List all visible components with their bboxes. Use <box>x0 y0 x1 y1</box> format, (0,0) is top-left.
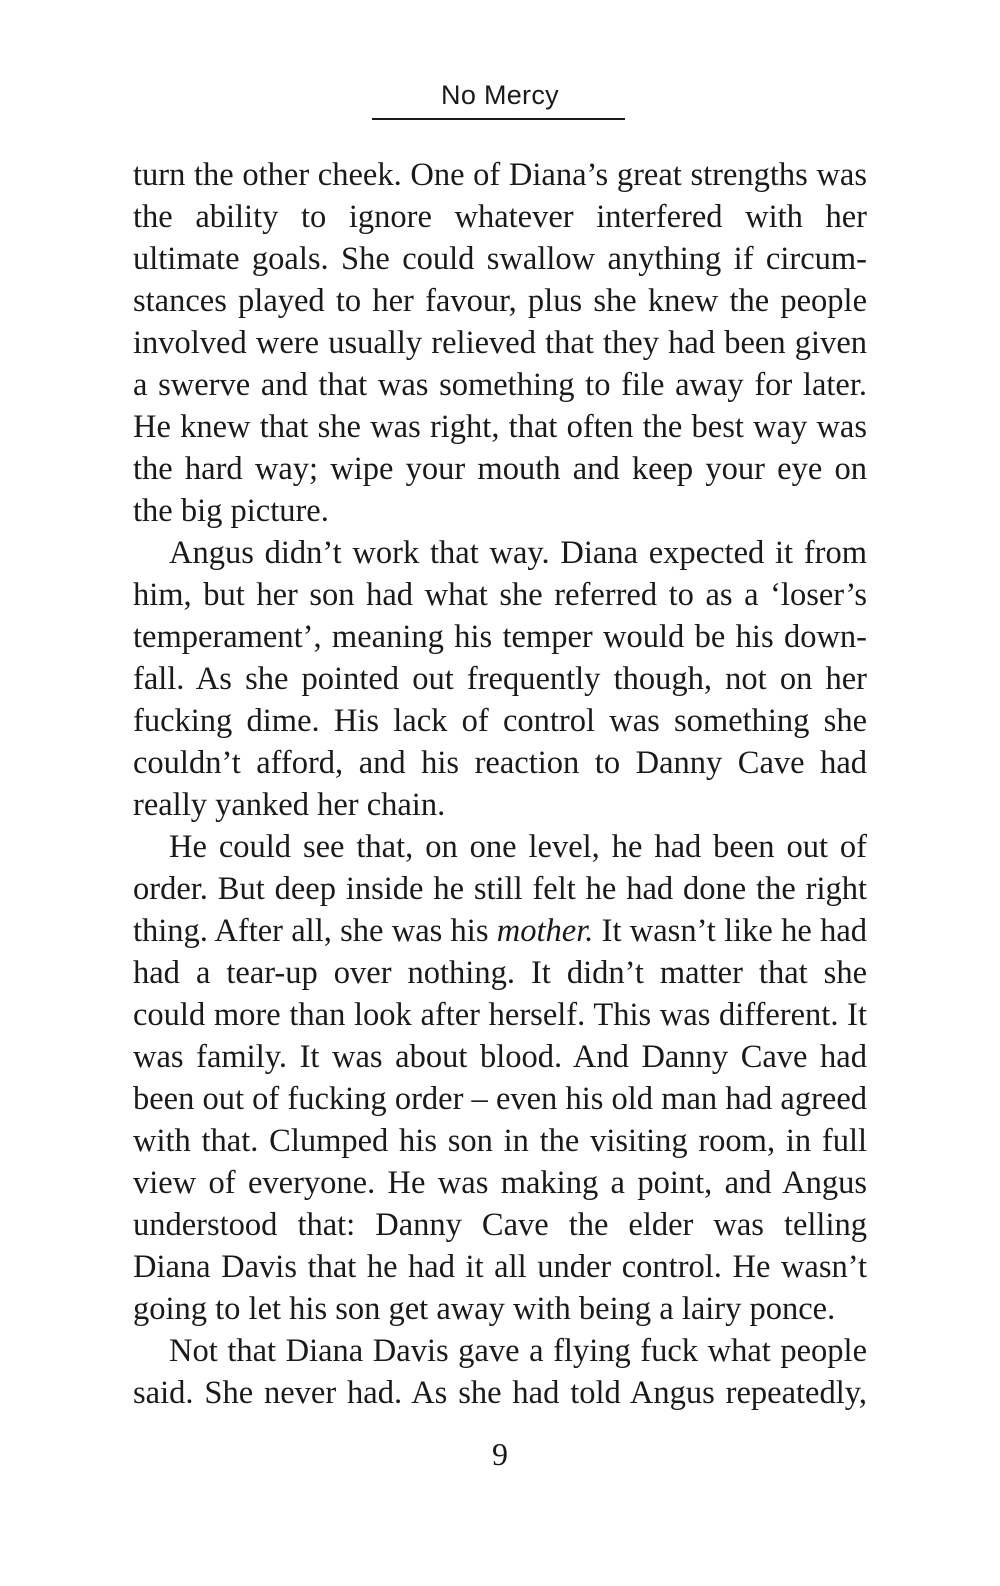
paragraph-3-rest: It wasn’t like he had had a tear-up over nothing. It didn’t matter that she could more than look after herself. This was different. It was family. It was about blood. And Danny Cave had been out of fucking order – even his old man had agreed with that. Clumped his son in the visiting room, in full view of everyone. He was making a point, and Angus understood that: Danny Cave the elder was telling Diana Davis that he had it all under control. He wasn’t going to let his son get away with being a lairy ponce. <box>133 913 867 1327</box>
body-text <box>133 154 867 1414</box>
emphasis-mother: mother. <box>496 913 594 949</box>
paragraph-3 <box>133 826 867 1330</box>
paragraph-2: Angus didn’t work that way. Diana expected it from him, but her son had what she referred to as a ‘loser’s temperament’, meaning his temper would be his downfall. As she pointed out frequently though, not on her fucking dime. His lack of control was something she couldn’t afford, and his reaction to Danny Cave had really yanked her chain. <box>133 535 867 823</box>
page-number: 9 <box>492 1436 508 1472</box>
running-head: No Mercy <box>441 80 559 110</box>
header-rule <box>372 118 625 120</box>
paragraph-4: Not that Diana Davis gave a flying fuck what people said. She never had. As she had told Angus repeatedly, <box>133 1333 867 1411</box>
paragraph-3-lead: He could see that, on one level, he had been out of order. But deep inside he still felt he had done the right thing. After all, she was his <box>133 829 867 949</box>
paragraph-1: turn the other cheek. One of Diana’s great strengths was the ability to ignore whatever interfered with her ultimate goals. She could swallow anything if circumstances played to her favour, plus she knew the people involved were usually relieved that they had been given a swerve and that was something to file away for later. He knew that she was right, that often the best way was the hard way; wipe your mouth and keep your eye on the big picture. <box>133 157 867 529</box>
